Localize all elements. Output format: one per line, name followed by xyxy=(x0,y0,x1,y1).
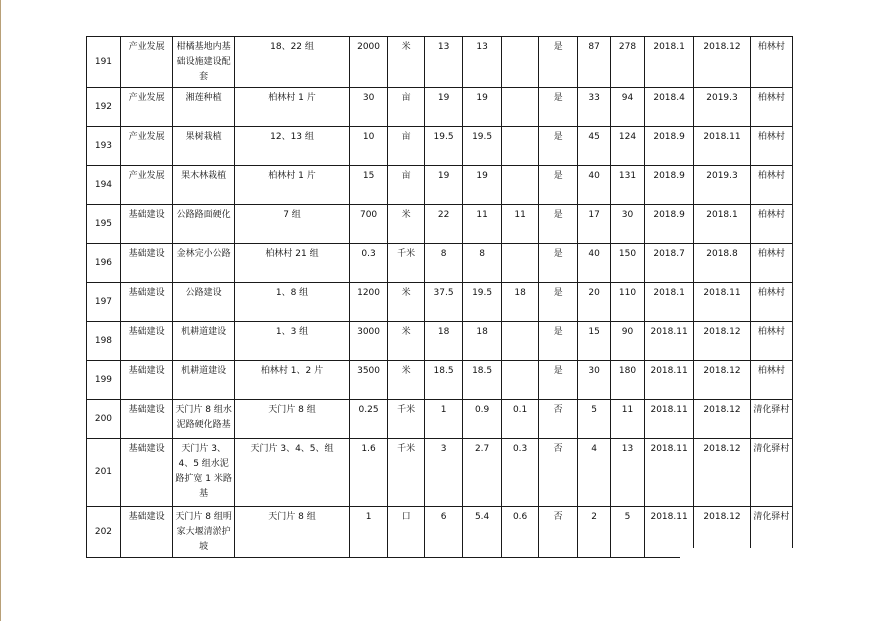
table-row xyxy=(87,205,793,244)
village-cell: 清化驿村 xyxy=(750,400,792,439)
location-cell: 柏林村 1 片 xyxy=(234,166,349,205)
flag-cell: 否 xyxy=(539,439,578,507)
table-row xyxy=(87,400,793,439)
end-date-cell: 2018.12 xyxy=(694,322,751,361)
flag-cell: 否 xyxy=(539,400,578,439)
village-cell: 柏林村 xyxy=(750,127,792,166)
location-cell: 18、22 组 xyxy=(234,37,349,88)
row-number-cell: 195 xyxy=(87,205,121,244)
fund-b-cell: 11 xyxy=(502,205,539,244)
quantity-cell: 2000 xyxy=(350,37,388,88)
fund-a-cell: 19.5 xyxy=(463,283,502,322)
category-cell: 基础建设 xyxy=(120,244,172,283)
fund-b-cell: 18 xyxy=(502,283,539,322)
end-date-cell: 2018.1 xyxy=(694,205,751,244)
fund-a-cell: 18 xyxy=(463,322,502,361)
row-number-cell: 191 xyxy=(87,37,121,88)
project-name-cell: 公路建设 xyxy=(173,283,235,322)
fund-a-cell: 2.7 xyxy=(463,439,502,507)
village-cell: 清化驿村 xyxy=(750,439,792,507)
row-number-cell: 192 xyxy=(87,88,121,127)
end-date-cell: 2019.3 xyxy=(694,88,751,127)
flag-cell: 是 xyxy=(539,166,578,205)
unit-cell: 米 xyxy=(388,205,425,244)
beneficiary-b-cell: 30 xyxy=(611,205,645,244)
flag-cell: 是 xyxy=(539,322,578,361)
unit-cell: 千米 xyxy=(388,400,425,439)
start-date-cell: 2018.1 xyxy=(644,283,693,322)
beneficiary-a-cell: 30 xyxy=(578,361,611,400)
table-row xyxy=(87,439,793,507)
category-cell: 产业发展 xyxy=(120,88,172,127)
end-date-cell: 2018.12 xyxy=(694,439,751,507)
beneficiary-b-cell: 180 xyxy=(611,361,645,400)
village-cell: 柏林村 xyxy=(750,361,792,400)
quantity-cell: 1.6 xyxy=(350,439,388,507)
total-fund-cell: 13 xyxy=(425,37,463,88)
flag-cell: 是 xyxy=(539,361,578,400)
fund-a-cell: 13 xyxy=(463,37,502,88)
category-cell: 基础建设 xyxy=(120,361,172,400)
start-date-cell: 2018.11 xyxy=(644,507,693,558)
quantity-cell: 1 xyxy=(350,507,388,558)
flag-cell: 是 xyxy=(539,127,578,166)
fund-a-cell: 5.4 xyxy=(463,507,502,558)
total-fund-cell: 19.5 xyxy=(425,127,463,166)
project-name-cell: 天门片 8 组水泥路硬化路基 xyxy=(173,400,235,439)
start-date-cell: 2018.11 xyxy=(644,361,693,400)
row-number-cell: 200 xyxy=(87,400,121,439)
end-date-cell: 2018.12 xyxy=(694,37,751,88)
total-fund-cell: 1 xyxy=(425,400,463,439)
start-date-cell: 2018.9 xyxy=(644,205,693,244)
end-date-cell: 2018.8 xyxy=(694,244,751,283)
start-date-cell: 2018.11 xyxy=(644,322,693,361)
unit-cell: 米 xyxy=(388,361,425,400)
unit-cell: 米 xyxy=(388,283,425,322)
quantity-cell: 3500 xyxy=(350,361,388,400)
total-fund-cell: 18 xyxy=(425,322,463,361)
fund-a-cell: 19 xyxy=(463,166,502,205)
location-cell: 1、8 组 xyxy=(234,283,349,322)
location-cell: 柏林村 1、2 片 xyxy=(234,361,349,400)
fund-b-cell: 0.1 xyxy=(502,400,539,439)
page-corner-fade xyxy=(680,548,795,564)
beneficiary-b-cell: 124 xyxy=(611,127,645,166)
end-date-cell: 2018.12 xyxy=(694,507,751,558)
fund-b-cell xyxy=(502,127,539,166)
total-fund-cell: 18.5 xyxy=(425,361,463,400)
total-fund-cell: 19 xyxy=(425,88,463,127)
row-number-cell: 202 xyxy=(87,507,121,558)
flag-cell: 是 xyxy=(539,205,578,244)
row-number-cell: 193 xyxy=(87,127,121,166)
beneficiary-a-cell: 40 xyxy=(578,244,611,283)
category-cell: 产业发展 xyxy=(120,127,172,166)
flag-cell: 否 xyxy=(539,507,578,558)
beneficiary-a-cell: 40 xyxy=(578,166,611,205)
project-name-cell: 湘莲种植 xyxy=(173,88,235,127)
total-fund-cell: 8 xyxy=(425,244,463,283)
category-cell: 基础建设 xyxy=(120,439,172,507)
village-cell: 柏林村 xyxy=(750,244,792,283)
quantity-cell: 0.3 xyxy=(350,244,388,283)
beneficiary-b-cell: 5 xyxy=(611,507,645,558)
start-date-cell: 2018.11 xyxy=(644,400,693,439)
total-fund-cell: 3 xyxy=(425,439,463,507)
fund-b-cell xyxy=(502,244,539,283)
fund-a-cell: 8 xyxy=(463,244,502,283)
project-name-cell: 柑橘基地内基础设施建设配套 xyxy=(173,37,235,88)
flag-cell: 是 xyxy=(539,283,578,322)
location-cell: 柏林村 1 片 xyxy=(234,88,349,127)
fund-b-cell xyxy=(502,166,539,205)
project-name-cell: 机耕道建设 xyxy=(173,361,235,400)
village-cell: 柏林村 xyxy=(750,205,792,244)
location-cell: 7 组 xyxy=(234,205,349,244)
category-cell: 基础建设 xyxy=(120,283,172,322)
category-cell: 基础建设 xyxy=(120,322,172,361)
village-cell: 柏林村 xyxy=(750,37,792,88)
row-number-cell: 199 xyxy=(87,361,121,400)
location-cell: 天门片 8 组 xyxy=(234,507,349,558)
category-cell: 基础建设 xyxy=(120,400,172,439)
fund-b-cell: 0.6 xyxy=(502,507,539,558)
total-fund-cell: 6 xyxy=(425,507,463,558)
end-date-cell: 2018.12 xyxy=(694,400,751,439)
location-cell: 1、3 组 xyxy=(234,322,349,361)
village-cell: 柏林村 xyxy=(750,88,792,127)
category-cell: 产业发展 xyxy=(120,166,172,205)
quantity-cell: 3000 xyxy=(350,322,388,361)
unit-cell: 亩 xyxy=(388,166,425,205)
fund-b-cell xyxy=(502,37,539,88)
beneficiary-b-cell: 90 xyxy=(611,322,645,361)
village-cell: 柏林村 xyxy=(750,283,792,322)
table-row xyxy=(87,37,793,88)
project-name-cell: 机耕道建设 xyxy=(173,322,235,361)
quantity-cell: 30 xyxy=(350,88,388,127)
unit-cell: 亩 xyxy=(388,88,425,127)
beneficiary-a-cell: 5 xyxy=(578,400,611,439)
fund-a-cell: 11 xyxy=(463,205,502,244)
unit-cell: 米 xyxy=(388,322,425,361)
project-name-cell: 天门片 3、4、5 组水泥路扩宽 1 米路基 xyxy=(173,439,235,507)
location-cell: 天门片 8 组 xyxy=(234,400,349,439)
location-cell: 柏林村 21 组 xyxy=(234,244,349,283)
flag-cell: 是 xyxy=(539,244,578,283)
quantity-cell: 700 xyxy=(350,205,388,244)
unit-cell: 口 xyxy=(388,507,425,558)
fund-a-cell: 19.5 xyxy=(463,127,502,166)
quantity-cell: 0.25 xyxy=(350,400,388,439)
table-row xyxy=(87,322,793,361)
fund-a-cell: 18.5 xyxy=(463,361,502,400)
project-table-body xyxy=(87,37,793,558)
flag-cell: 是 xyxy=(539,37,578,88)
category-cell: 基础建设 xyxy=(120,205,172,244)
flag-cell: 是 xyxy=(539,88,578,127)
fund-b-cell xyxy=(502,322,539,361)
unit-cell: 千米 xyxy=(388,439,425,507)
unit-cell: 米 xyxy=(388,37,425,88)
fund-b-cell xyxy=(502,88,539,127)
beneficiary-b-cell: 13 xyxy=(611,439,645,507)
beneficiary-a-cell: 4 xyxy=(578,439,611,507)
start-date-cell: 2018.1 xyxy=(644,37,693,88)
fund-b-cell: 0.3 xyxy=(502,439,539,507)
project-name-cell: 天门片 8 组明家大堰清淤护坡 xyxy=(173,507,235,558)
project-name-cell: 金林完小公路 xyxy=(173,244,235,283)
row-number-cell: 194 xyxy=(87,166,121,205)
village-cell: 清化驿村 xyxy=(750,507,792,558)
fund-a-cell: 0.9 xyxy=(463,400,502,439)
row-number-cell: 197 xyxy=(87,283,121,322)
village-cell: 柏林村 xyxy=(750,322,792,361)
location-cell: 天门片 3、4、5、组 xyxy=(234,439,349,507)
village-cell: 柏林村 xyxy=(750,166,792,205)
location-cell: 12、13 组 xyxy=(234,127,349,166)
total-fund-cell: 37.5 xyxy=(425,283,463,322)
beneficiary-a-cell: 87 xyxy=(578,37,611,88)
beneficiary-a-cell: 17 xyxy=(578,205,611,244)
end-date-cell: 2018.12 xyxy=(694,361,751,400)
table-row xyxy=(87,361,793,400)
start-date-cell: 2018.11 xyxy=(644,439,693,507)
start-date-cell: 2018.4 xyxy=(644,88,693,127)
fund-a-cell: 19 xyxy=(463,88,502,127)
unit-cell: 千米 xyxy=(388,244,425,283)
end-date-cell: 2018.11 xyxy=(694,127,751,166)
table-row xyxy=(87,244,793,283)
start-date-cell: 2018.9 xyxy=(644,166,693,205)
project-name-cell: 果木林栽植 xyxy=(173,166,235,205)
quantity-cell: 10 xyxy=(350,127,388,166)
project-name-cell: 果树栽植 xyxy=(173,127,235,166)
beneficiary-a-cell: 45 xyxy=(578,127,611,166)
fund-b-cell xyxy=(502,361,539,400)
start-date-cell: 2018.9 xyxy=(644,127,693,166)
row-number-cell: 196 xyxy=(87,244,121,283)
project-table xyxy=(86,36,793,558)
total-fund-cell: 22 xyxy=(425,205,463,244)
page-left-border xyxy=(0,0,1,621)
unit-cell: 亩 xyxy=(388,127,425,166)
quantity-cell: 1200 xyxy=(350,283,388,322)
beneficiary-b-cell: 94 xyxy=(611,88,645,127)
table-row xyxy=(87,88,793,127)
row-number-cell: 201 xyxy=(87,439,121,507)
table-row xyxy=(87,127,793,166)
end-date-cell: 2019.3 xyxy=(694,166,751,205)
table-row xyxy=(87,283,793,322)
beneficiary-b-cell: 150 xyxy=(611,244,645,283)
beneficiary-a-cell: 2 xyxy=(578,507,611,558)
row-number-cell: 198 xyxy=(87,322,121,361)
table-row xyxy=(87,166,793,205)
category-cell: 产业发展 xyxy=(120,37,172,88)
beneficiary-b-cell: 11 xyxy=(611,400,645,439)
beneficiary-b-cell: 131 xyxy=(611,166,645,205)
beneficiary-a-cell: 20 xyxy=(578,283,611,322)
project-name-cell: 公路路面硬化 xyxy=(173,205,235,244)
beneficiary-b-cell: 278 xyxy=(611,37,645,88)
beneficiary-a-cell: 33 xyxy=(578,88,611,127)
total-fund-cell: 19 xyxy=(425,166,463,205)
end-date-cell: 2018.11 xyxy=(694,283,751,322)
start-date-cell: 2018.7 xyxy=(644,244,693,283)
quantity-cell: 15 xyxy=(350,166,388,205)
beneficiary-a-cell: 15 xyxy=(578,322,611,361)
beneficiary-b-cell: 110 xyxy=(611,283,645,322)
category-cell: 基础建设 xyxy=(120,507,172,558)
